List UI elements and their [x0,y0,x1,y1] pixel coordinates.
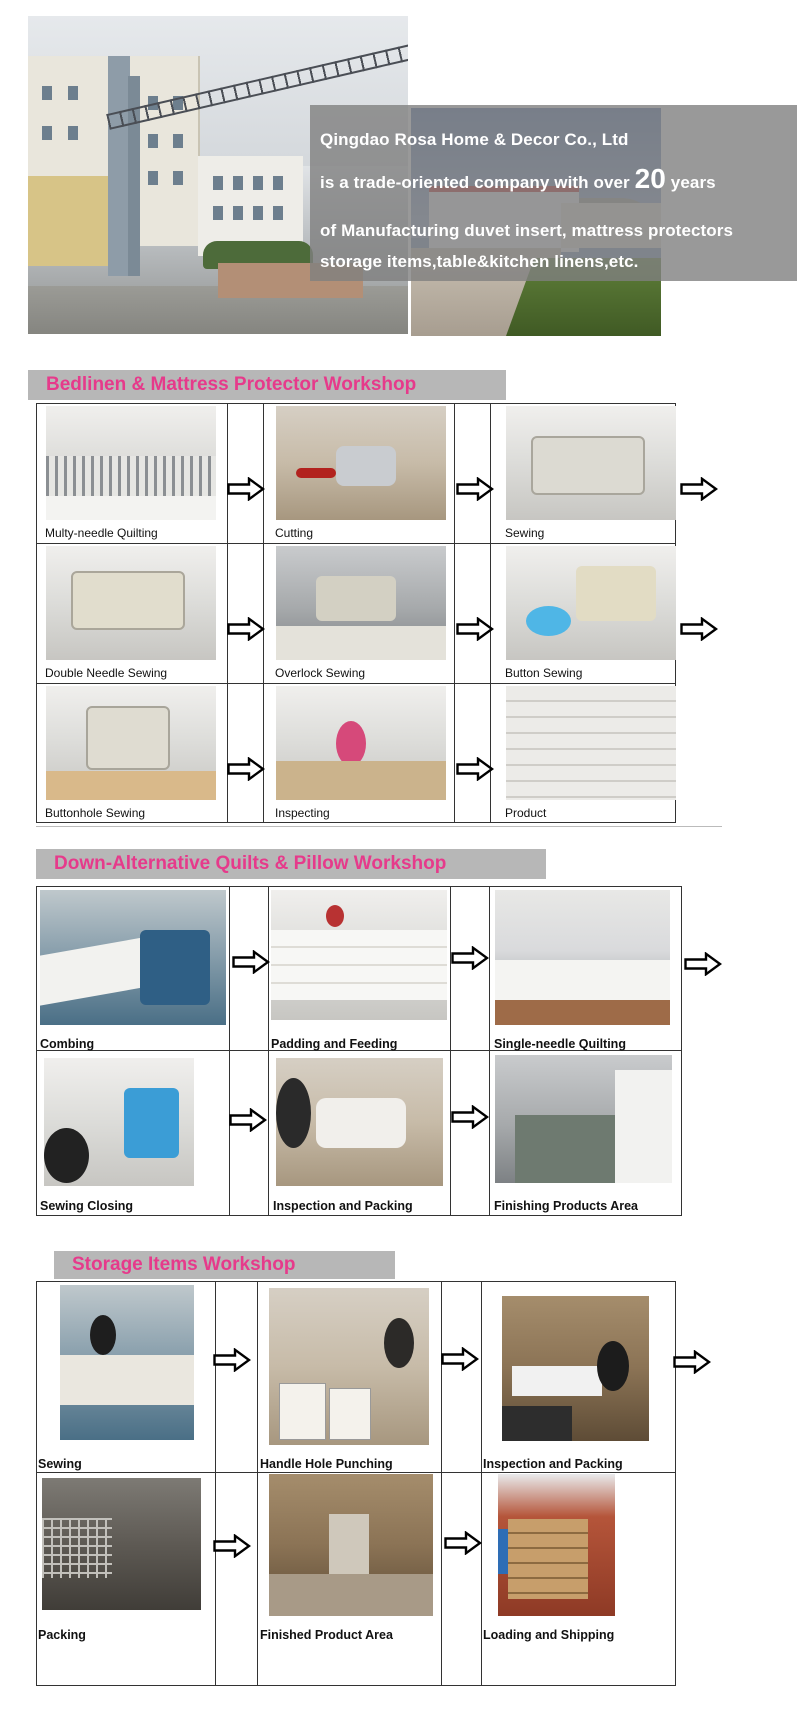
section-title-quilts: Down-Alternative Quilts & Pillow Workshop [36,849,546,879]
years-number: 20 [634,163,666,194]
company-products-line-2: storage items,table&kitchen linens,etc. [320,252,639,271]
right-arrow-icon [227,477,265,501]
right-arrow-icon [444,1531,482,1555]
step-caption: Double Needle Sewing [45,666,168,680]
right-arrow-icon [456,757,494,781]
step-caption: Loading and Shipping [483,1628,615,1642]
divider [36,826,722,827]
right-arrow-icon [213,1534,251,1558]
step-caption: Single-needle Quilting [494,1037,626,1051]
step-caption: Padding and Feeding [271,1037,398,1051]
buttonhole-sewing-photo [46,686,216,800]
step-caption: Cutting [275,526,314,540]
step-caption: Sewing Closing [40,1199,134,1213]
sewing-photo [506,406,676,520]
step-caption: Finished Product Area [260,1628,393,1642]
inspection-and-packing-photo [276,1058,443,1186]
step-caption: Buttonhole Sewing [45,806,146,820]
step-caption: Combing [40,1037,95,1051]
company-name: Qingdao Rosa Home & Decor Co., Ltd [320,130,629,149]
right-arrow-icon [213,1348,251,1372]
step-caption: Product [505,806,547,820]
sewing-closing-photo [44,1058,194,1186]
step-caption: Overlock Sewing [275,666,366,680]
handle-hole-punching-photo [269,1288,429,1445]
step-caption: Inspection and Packing [273,1199,413,1213]
right-arrow-icon [456,477,494,501]
single-needle-quilting-photo [495,890,670,1025]
right-arrow-icon [680,477,718,501]
right-arrow-icon [232,950,270,974]
packing-photo [42,1478,201,1610]
storage-sewing-photo [60,1285,194,1440]
step-caption: Inspecting [275,806,330,820]
right-arrow-icon [673,1350,711,1374]
padding-and-feeding-photo [271,890,447,1020]
step-caption: Finishing Products Area [494,1199,639,1213]
loading-and-shipping-photo [498,1474,615,1616]
inspecting-photo [276,686,446,800]
finished-product-area-photo [269,1474,433,1616]
right-arrow-icon [451,946,489,970]
section-title-storage: Storage Items Workshop [54,1251,395,1279]
step-caption: Multy-needle Quilting [45,526,158,540]
double-needle-sewing-photo [46,546,216,660]
right-arrow-icon [229,1108,267,1132]
step-caption: Packing [38,1628,86,1642]
storage-inspection-and-packing-photo [502,1296,649,1441]
right-arrow-icon [456,617,494,641]
company-products-line: of Manufacturing duvet insert, mattress protectors [320,221,734,240]
right-arrow-icon [227,757,265,781]
section-title-bedlinen: Bedlinen & Mattress Protector Workshop [28,370,506,400]
step-caption: Handle Hole Punching [260,1457,393,1471]
product-photo [506,686,676,800]
step-caption: Button Sewing [505,666,583,680]
combing-photo [40,890,226,1025]
right-arrow-icon [684,952,722,976]
finishing-products-area-photo [495,1055,672,1183]
company-intro-line: is a trade-oriented company with over 20 years [320,163,716,194]
overlock-sewing-photo [276,546,446,660]
cutting-photo [276,406,446,520]
step-caption: Inspection and Packing [483,1457,623,1471]
step-caption: Sewing [38,1457,82,1471]
right-arrow-icon [441,1347,479,1371]
right-arrow-icon [227,617,265,641]
multy-needle-quilting-photo [46,406,216,520]
right-arrow-icon [680,617,718,641]
step-caption: Sewing [505,526,545,540]
button-sewing-photo [506,546,676,660]
right-arrow-icon [451,1105,489,1129]
